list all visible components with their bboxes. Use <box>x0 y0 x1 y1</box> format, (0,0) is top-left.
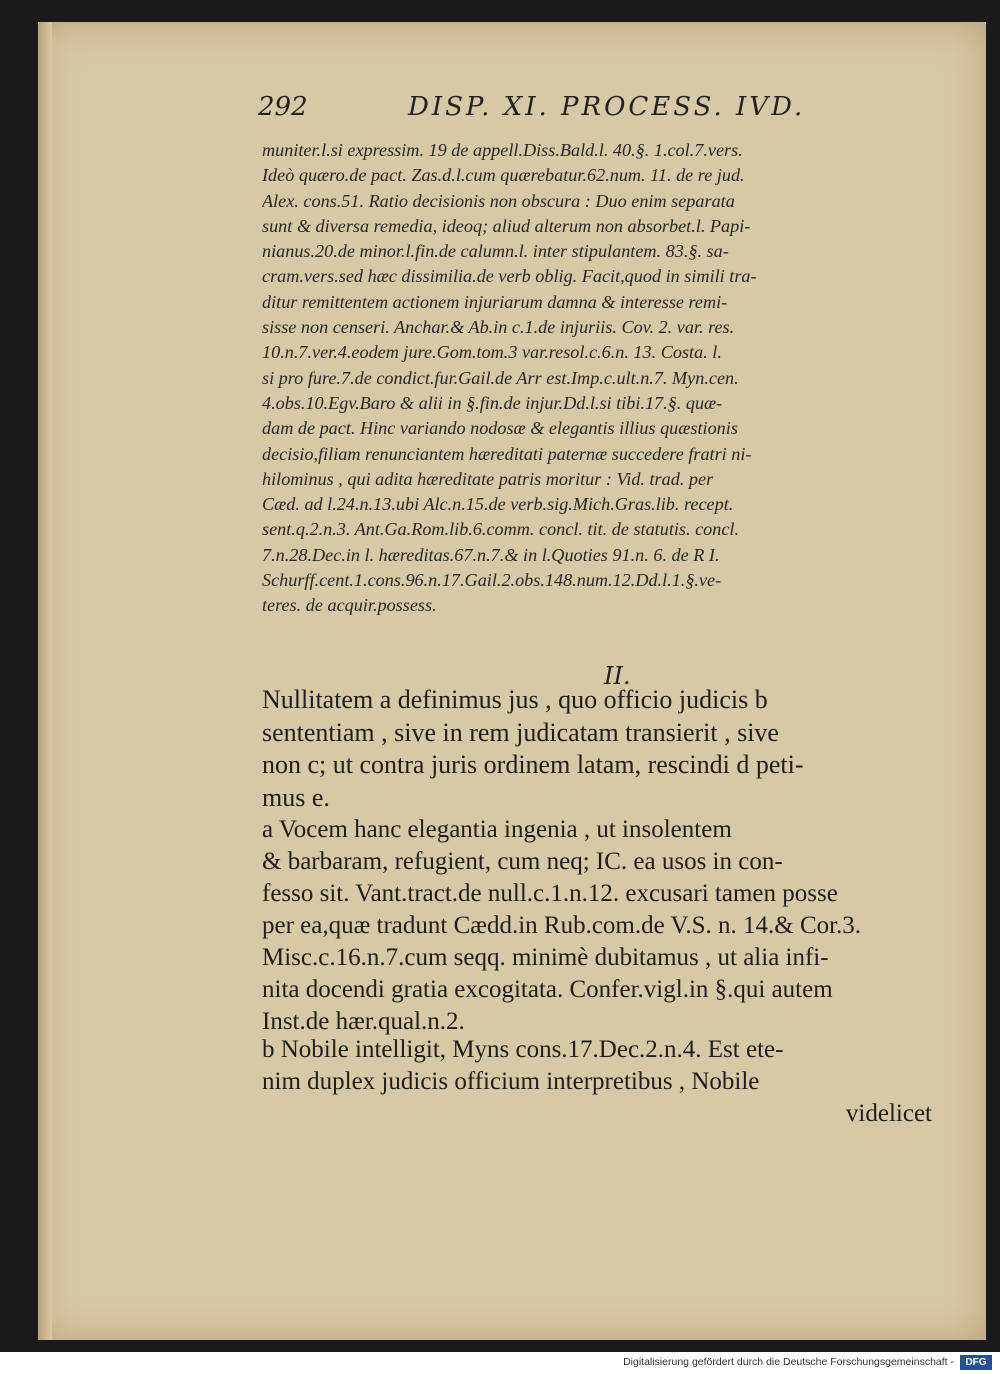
note-line: hilominus , qui adita hæreditate patris moritur : Vid. trad. per <box>262 468 714 489</box>
footnote-line: nita docendi gratia excogitata. Confer.vigl.in §.qui autem <box>262 976 833 1003</box>
footnote-line: Misc.c.16.n.7.cum seqq. minimè dubitamus , ut alia infi- <box>262 944 829 971</box>
page-header <box>258 92 948 132</box>
note-line: decisio,filiam renunciantem hæreditati paternæ succedere fratri ni- <box>262 443 752 464</box>
digitization-footer <box>0 1352 1000 1374</box>
page-edge-shadow <box>38 22 52 1340</box>
footnote-b <box>262 1034 932 1130</box>
note-line: cram.vers.sed hæc dissimilia.de verb oblig. Facit,quod in simili tra- <box>262 266 757 287</box>
section-number: II. <box>604 662 631 690</box>
footnote-line: & barbaram, refugient, cum neq; IC. ea usos in con- <box>262 848 783 875</box>
footnote-line: a Vocem hanc elegantia ingenia , ut insolentem <box>262 816 732 843</box>
footnote-line: Inst.de hær.qual.n.2. <box>262 1008 465 1035</box>
main-line: sententiam , sive in rem judicatam transierit , sive <box>262 717 779 747</box>
note-line: Cæd. ad l.24.n.13.ubi Alc.n.15.de verb.sig.Mich.Gras.lib. recept. <box>262 494 734 515</box>
footnote-line: nim duplex judicis officium interpretibus , Nobile <box>262 1068 760 1095</box>
note-line: 7.n.28.Dec.in l. hæreditas.67.n.7.& in l.Quoties 91.n. 6. de R I. <box>262 544 720 565</box>
dfg-logo-icon: DFG <box>960 1355 992 1370</box>
note-line: sent.q.2.n.3. Ant.Ga.Rom.lib.6.comm. concl. tit. de statutis. concl. <box>262 519 740 540</box>
note-line: 4.obs.10.Egv.Baro & alii in §.fin.de injur.Dd.l.si tibi.17.§. quæ- <box>262 392 723 413</box>
note-line: Ideò quæro.de pact. Zas.d.l.cum quærebatur.62.num. 11. de re jud. <box>262 165 745 186</box>
catchword: videlicet <box>845 1100 932 1127</box>
commentary-note-block <box>262 138 932 619</box>
note-line: Alex. cons.51. Ratio decisionis non obscura : Duo enim separata <box>262 190 735 211</box>
note-line: ditur remittentem actionem injuriarum damna & interesse remi- <box>262 291 728 312</box>
main-line: Nullitatem a definimus jus , quo officio judicis b <box>262 685 768 714</box>
note-line: dam de pact. Hinc variando nodosæ & elegantis illius quæstionis <box>262 418 738 439</box>
footnote-line: fesso sit. Vant.tract.de null.c.1.n.12. excusari tamen posse <box>262 880 838 907</box>
main-paragraph <box>262 684 932 814</box>
note-line: si pro fure.7.de condict.fur.Gail.de Arr est.Imp.c.ult.n.7. Myn.cen. <box>262 367 739 388</box>
note-line: teres. de acquir.possess. <box>262 595 437 616</box>
footnote-line: per ea,quæ tradunt Cædd.in Rub.com.de V.S. n. 14.& Cor.3. <box>262 912 862 939</box>
main-line: mus e. <box>262 782 330 812</box>
note-line: sunt & diversa remedia, ideoq; aliud alterum non absorbet.l. Papi- <box>262 215 751 236</box>
footer-text: Digitalisierung gefördert durch die Deutsche Forschungsgemeinschaft - <box>623 1356 954 1368</box>
note-line: muniter.l.si expressim. 19 de appell.Diss.Bald.l. 40.§. 1.col.7.vers. <box>262 140 743 160</box>
note-line: nianus.20.de minor.l.fin.de calumn.l. inter stipulantem. 83.§. sa- <box>262 241 729 262</box>
note-line: Schurff.cent.1.cons.96.n.17.Gail.2.obs.148.num.12.Dd.l.1.§.ve- <box>262 570 722 591</box>
note-line: 10.n.7.ver.4.eodem jure.Gom.tom.3 var.resol.c.6.n. 13. Costa. l. <box>262 342 722 363</box>
page-number: 292 <box>258 92 308 122</box>
note-line: sisse non censeri. Anchar.& Ab.in c.1.de injuriis. Cov. 2. var. res. <box>262 317 735 338</box>
footnote-a <box>262 814 932 1038</box>
running-head: DISP. XI. PROCESS. IVD. <box>408 92 806 122</box>
footnote-line: b Nobile intelligit, Myns cons.17.Dec.2.n.4. Est ete- <box>262 1036 784 1063</box>
main-line: non c; ut contra juris ordinem latam, rescindi d peti- <box>262 750 804 779</box>
